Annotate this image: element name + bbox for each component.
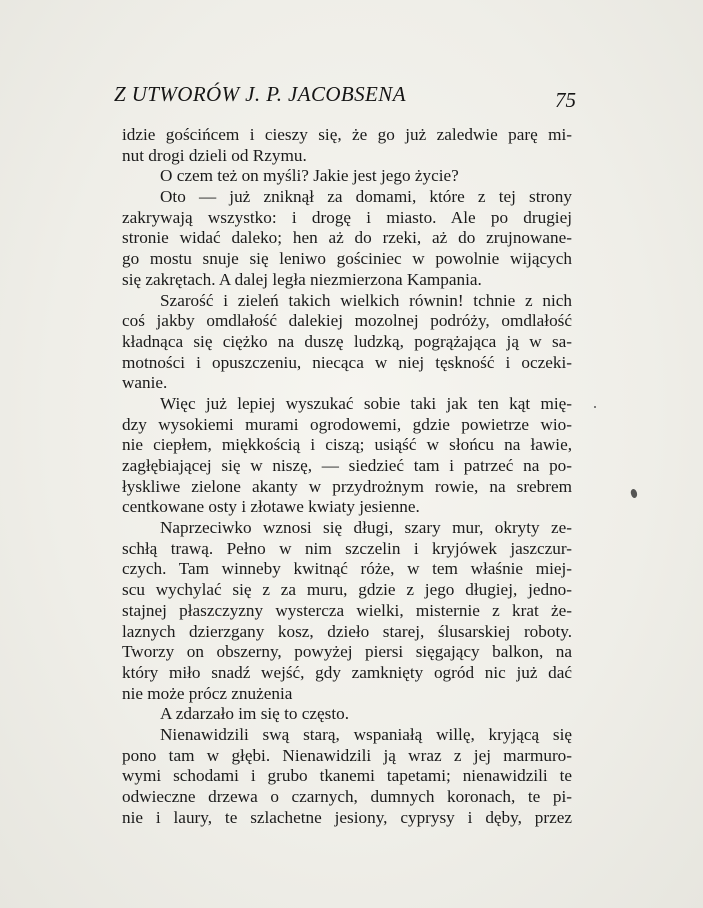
running-head: Z UTWORÓW J. P. JACOBSENA bbox=[114, 82, 406, 106]
body-text bbox=[122, 125, 572, 828]
text-line: stajnej płaszczyzny wystercza wielki, misternie z krat że- bbox=[122, 600, 572, 620]
text-line: dzy wysokiemi murami ogrodowemi, gdzie powietrze wio- bbox=[122, 414, 572, 434]
text-line: Tworzy on obszerny, powyżej piersi sięgający balkon, na bbox=[122, 642, 572, 662]
text-line: Oto — już zniknął za domami, które z tej strony bbox=[160, 187, 572, 207]
text-line: wymi schodami i grubo tkanemi tapetami; nienawidzili te bbox=[122, 766, 572, 786]
text-line: stronie widać daleko; hen aż do rzeki, aż do zrujnowane- bbox=[122, 228, 572, 248]
text-line: czych. Tam winneby kwitnąć róże, w tem właśnie miej- bbox=[122, 559, 572, 579]
text-line: który miło snadź wejść, gdy zamknięty ogród nic już dać bbox=[122, 662, 572, 682]
text-line: nie i laury, te szlachetne jesiony, cyprysy i dęby, przez bbox=[122, 807, 572, 827]
text-line: idzie gościńcem i cieszy się, że go już zaledwie parę mi- bbox=[122, 125, 572, 144]
text-line: schłą trawą. Pełno w nim szczelin i kryjówek jaszczur- bbox=[122, 538, 572, 558]
text-line: Szarość i zieleń takich wielkich równin! tchnie z nich bbox=[160, 290, 572, 310]
text-line: Więc już lepiej wyszukać sobie taki jak ten kąt mię- bbox=[160, 393, 572, 413]
text-line: Naprzeciwko wznosi się długi, szary mur, okryty ze- bbox=[160, 518, 572, 538]
text-line: Nienawidzili swą starą, wspaniałą willę, kryjącą się bbox=[160, 724, 572, 744]
ink-smudge bbox=[630, 488, 639, 499]
text-line: się zakrętach. A dalej legła niezmierzona Kampania. bbox=[122, 269, 482, 289]
page-number: 75 bbox=[555, 88, 576, 112]
text-line: motności i opuszczeniu, niecąca w niej tęskność i oczeki- bbox=[122, 352, 572, 372]
text-line: nut drogi dzieli od Rzymu. bbox=[122, 145, 307, 165]
text-line: go mostu snuje się leniwo gościniec w powolnie wijących bbox=[122, 249, 572, 269]
text-line: odwieczne drzewa o czarnych, dumnych koronach, te pi- bbox=[122, 787, 572, 806]
text-line: centkowane osty i złotawe kwiaty jesienne. bbox=[122, 497, 420, 517]
text-line: wanie. bbox=[122, 373, 168, 393]
text-line: zakrywają wszystko: i drogę i miasto. Ale po drugiej bbox=[122, 207, 572, 227]
text-line: O czem też on myśli? Jakie jest jego życie? bbox=[160, 166, 459, 186]
text-line: pono tam w głębi. Nienawidzili ją wraz z jej marmuro- bbox=[122, 745, 572, 765]
text-line: coś jakby omdlałość dalekiej mozolnej podróży, omdlałość bbox=[122, 311, 572, 331]
text-line: łyskliwe zielone akanty w przydrożnym rowie, na srebrem bbox=[122, 476, 572, 496]
text-line: nie może prócz znużenia bbox=[122, 683, 293, 703]
text-line: laznych dzierzgany kosz, dzieło starej, ślusarskiej roboty. bbox=[122, 621, 572, 641]
text-line: scu wychylać się z za muru, gdzie z jego długiej, jedno- bbox=[122, 580, 572, 600]
text-line: nie ciepłem, miękkością i ciszą; usiąść w słońcu na ławie, bbox=[122, 435, 572, 455]
paper-speck bbox=[594, 406, 596, 408]
text-line: A zdarzało im się to często. bbox=[160, 704, 349, 724]
text-line: kładnąca się ciężko na duszę ludzką, pogrążająca ją w sa- bbox=[122, 331, 572, 351]
text-line: zagłębiającej się w niszę, — siedzieć tam i patrzeć na po- bbox=[122, 456, 572, 475]
